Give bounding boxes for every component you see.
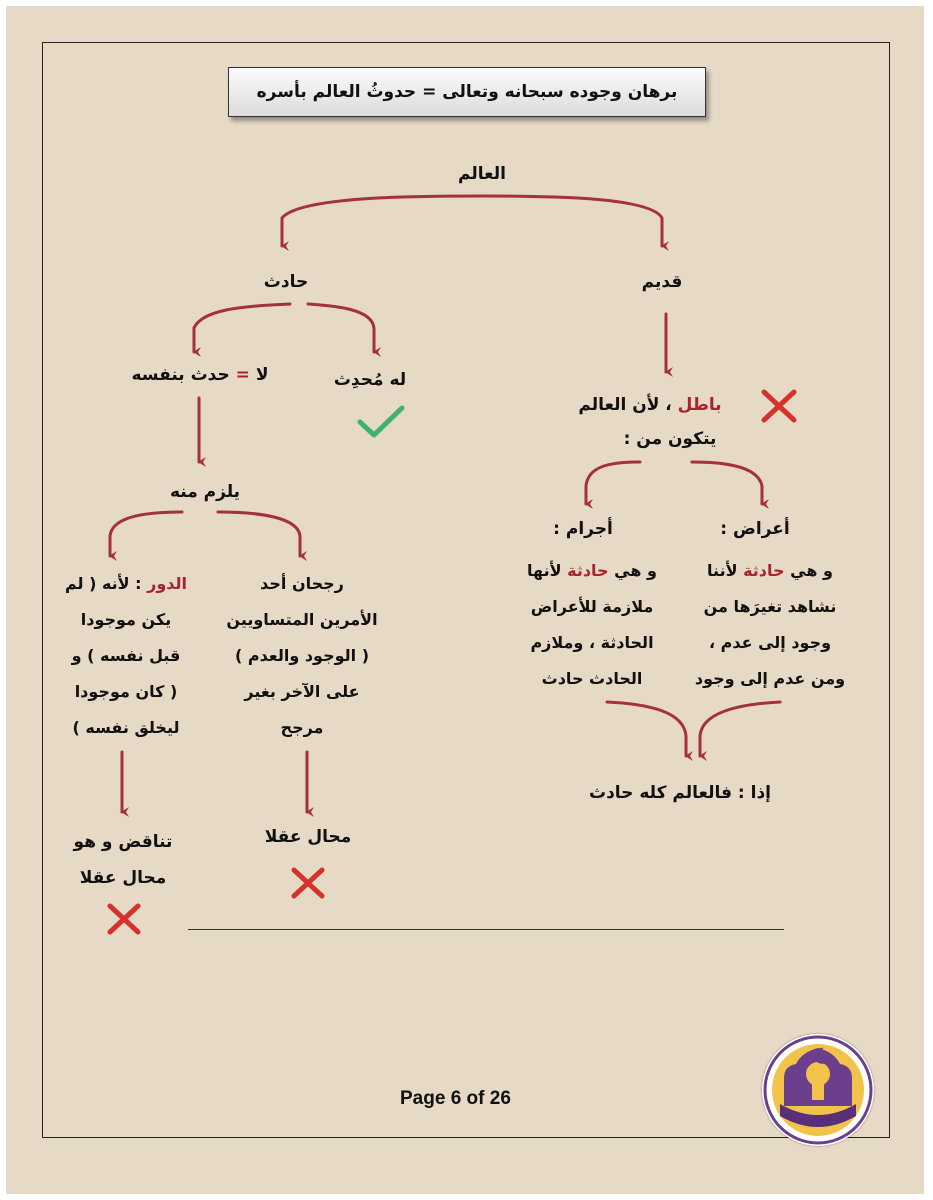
circularity-line: ( كان موجودا: [74, 682, 178, 701]
page-title: برهان وجوده سبحانه وتعالى = حدوثُ العالم بأسره: [228, 67, 706, 117]
node-has-creator: له مُحدِث: [333, 370, 407, 390]
arrow-icon: [692, 462, 762, 504]
contradiction-label: [58, 824, 188, 896]
arrow-icon: [282, 196, 482, 246]
circularity-explanation: [36, 566, 216, 746]
cross-icon: [106, 902, 142, 936]
accidents-line-2: نشاهد تغيرَها من: [703, 597, 837, 616]
circularity-line: يكن موجودا: [80, 610, 172, 629]
arrow-icon: [110, 512, 182, 556]
arrow-icon: [308, 304, 374, 352]
bodies-line-4: الحادث حادث: [541, 669, 643, 688]
preponderance-line: مرجح: [280, 718, 324, 737]
arrow-icon: [482, 196, 662, 246]
accidents-line-1: [670, 553, 870, 589]
accidents-explanation: [670, 553, 870, 697]
preponderance-line: رجحان أحد: [260, 574, 344, 593]
node-not-self-created: [110, 356, 290, 394]
arrow-icon: [700, 702, 780, 756]
check-icon: [356, 404, 406, 440]
preponderance-line: على الآخر بغير: [244, 682, 360, 701]
cross-icon: [760, 388, 798, 424]
invalid-reason-2: يتكون من :: [623, 429, 717, 449]
arrow-icon: [586, 462, 640, 504]
impossible-label: محال عقلا: [264, 827, 352, 847]
bodies-line-2: ملازمة للأعراض: [530, 597, 654, 616]
node-implies: يلزم منه: [169, 482, 241, 502]
bodies-post: لأنها: [527, 561, 562, 580]
contradiction-line: محال عقلا: [79, 868, 167, 888]
circularity-line: ليخلق نفسه ): [72, 718, 180, 737]
bodies-pre: و هي: [614, 561, 657, 580]
accidents-pre: و هي: [790, 561, 833, 580]
accidents-line-4: ومن عدم إلى وجود: [694, 669, 846, 688]
page-number: Page 6 of 26: [400, 1088, 511, 1109]
bodies-highlight: حادثة: [567, 561, 609, 580]
arrow-icon: [194, 304, 290, 352]
preponderance-explanation: [202, 566, 402, 746]
bodies-line-3: الحادثة ، وملازم: [530, 633, 654, 652]
circularity-label: الدور: [147, 574, 188, 593]
accidents-post: لأننا: [707, 561, 738, 580]
conclusion: إذا : فالعالم كله حادث: [588, 783, 772, 803]
node-eternal: قديم: [641, 272, 683, 292]
invalid-reason: ، لأن العالم: [578, 395, 672, 415]
circularity-line-1: [36, 566, 216, 602]
node-bodies: أجرام :: [553, 519, 613, 539]
footer-divider: [188, 929, 784, 930]
contradiction-line: تناقض و هو: [73, 832, 173, 852]
circularity-first-rest: : لأنه ( لم: [64, 574, 142, 593]
arrow-icon: [218, 512, 300, 556]
node-accidents: أعراض :: [720, 519, 790, 539]
node-created: حادث: [263, 272, 309, 292]
accidents-highlight: حادثة: [743, 561, 785, 580]
bodies-explanation: [492, 553, 692, 697]
cross-icon: [290, 866, 326, 900]
preponderance-line: ( الوجود والعدم ): [234, 646, 370, 665]
equals-sign: =: [235, 365, 250, 385]
preponderance-line: الأمرين المتساويين: [226, 610, 378, 629]
accidents-line-3: وجود إلى عدم ،: [708, 633, 832, 652]
bodies-line-1: [492, 553, 692, 589]
mosque-logo-icon: [762, 1034, 874, 1146]
arrow-icon: [607, 702, 686, 756]
school-logo: [762, 1034, 874, 1146]
invalid-label: باطل: [677, 395, 722, 415]
circularity-line: قبل نفسه ) و: [71, 646, 181, 665]
node-world: العالم: [458, 164, 506, 184]
self-created-label: حدث بنفسه: [131, 365, 230, 385]
node-invalid: [560, 386, 740, 424]
not-label: لا: [255, 365, 269, 385]
